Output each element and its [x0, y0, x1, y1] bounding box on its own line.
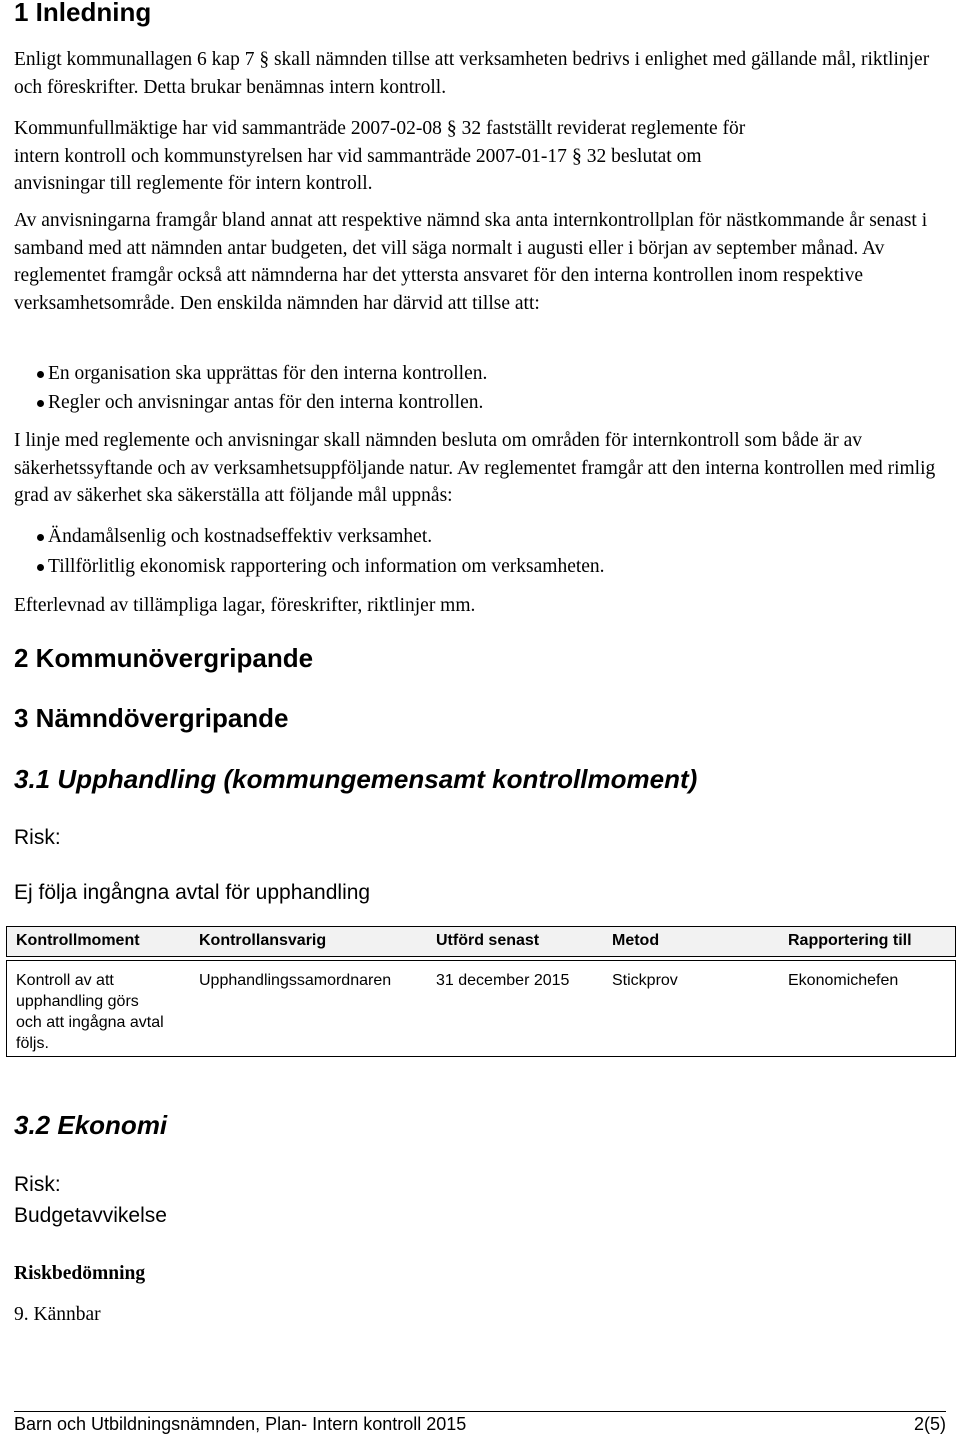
bullet-item: Regler och anvisningar antas för den interna kontrollen.: [48, 389, 483, 416]
table-header-kontrollansvarig: Kontrollansvarig: [199, 932, 327, 949]
table-header-row: [6, 926, 956, 957]
bullet-item: En organisation ska upprättas för den interna kontrollen.: [48, 360, 487, 387]
section-3-1-heading: 3.1 Upphandling (kommungemensamt kontrollmoment): [14, 764, 698, 794]
table-header-metod: Metod: [612, 932, 660, 949]
risk-text: Ej följa ingångna avtal för upphandling: [14, 881, 371, 904]
intro-paragraph-5: Efterlevnad av tillämpliga lagar, föreskrifter, riktlinjer mm.: [14, 595, 476, 616]
intro-paragraph-4: I linje med reglemente och anvisningar skall nämnden besluta om områden för internkontroll som både är av säkerhetssyftande och av verksamhetsuppföljande natur. Av reglementet framgår att den interna kontrollen med rimlig grad av säkerhet ska säkerställa att följande mål uppnås:: [14, 430, 936, 507]
risk-label: Risk:: [14, 1173, 61, 1196]
table-cell-kontrollmoment: Kontroll av att upphandling görs och att ingågna avtal följs.: [16, 972, 164, 1052]
intro-paragraph-2-line2-b: 32 beslutat om: [581, 145, 702, 167]
page-number: 2(5): [913, 1414, 946, 1434]
section-symbol: §: [446, 117, 457, 139]
riskbedomning-label: Riskbedömning: [14, 1263, 146, 1284]
risk-text: Budgetavvikelse: [14, 1204, 167, 1227]
section-1-heading: 1 Inledning: [14, 0, 152, 27]
intro-paragraph-1: Enligt kommunallagen 6 kap 7 § skall nämnden tillse att verksamheten bedrivs i enlighet med gällande mål, riktlinjer och föreskrifter. Detta brukar benämnas intern kontroll.: [14, 49, 930, 98]
table-cell-kontrollansvarig: Upphandlingssamordnaren: [199, 972, 392, 989]
section-3-2-heading: 3.2 Ekonomi: [14, 1110, 168, 1140]
intro-paragraph-2-line1-b: 32 fastställt reviderat reglemente för: [456, 118, 746, 139]
footer-divider: [14, 1411, 946, 1412]
table-cell-utford-senast: 31 december 2015: [436, 972, 570, 989]
intro-paragraph-2-line3: anvisningar till reglemente för intern kontroll.: [14, 173, 373, 195]
table-cell-metod: Stickprov: [612, 972, 678, 989]
bullet-item: Tillförlitlig ekonomisk rapportering och information om verksamheten.: [48, 553, 605, 580]
intro-paragraph-2-line2-a: intern kontroll och kommunstyrelsen har vid sammanträde 2007-01-17: [14, 145, 572, 167]
bullet-item: Ändamålsenlig och kostnadseffektiv verksamhet.: [48, 523, 432, 550]
table-header-kontrollmoment: Kontrollmoment: [16, 932, 140, 949]
table-row: [6, 960, 956, 1057]
intro-paragraph-2-line1-a: Kommunfullmäktige har vid sammanträde 2007-02-08: [14, 118, 447, 139]
footer-title: Barn och Utbildningsnämnden, Plan- Intern kontroll 2015: [14, 1414, 467, 1434]
intro-paragraph-3: Av anvisningarna framgår bland annat att respektive nämnd ska anta internkontrollplan för nästkommande år senast i samband med att nämnden antar budgeten, det vill säga normalt i augusti eller i början av september månad. Av reglementet framgår också att nämnderna har det yttersta ansvaret för den interna kontrollen inom respektive verksamhetsområde. Den enskilda nämnden har därvid att tillse att:: [14, 210, 928, 315]
riskbedomning-value: 9. Kännbar: [14, 1304, 101, 1325]
risk-label: Risk:: [14, 826, 61, 849]
section-symbol: §: [571, 144, 582, 167]
intro-paragraph-2: [14, 115, 944, 198]
section-2-heading: 2 Kommunövergripande: [14, 643, 314, 673]
table-header-utford-senast: Utförd senast: [436, 932, 540, 949]
table-cell-rapportering-till: Ekonomichefen: [788, 972, 899, 989]
section-3-heading: 3 Nämndövergripande: [14, 703, 289, 733]
table-header-rapportering-till: Rapportering till: [788, 932, 912, 949]
